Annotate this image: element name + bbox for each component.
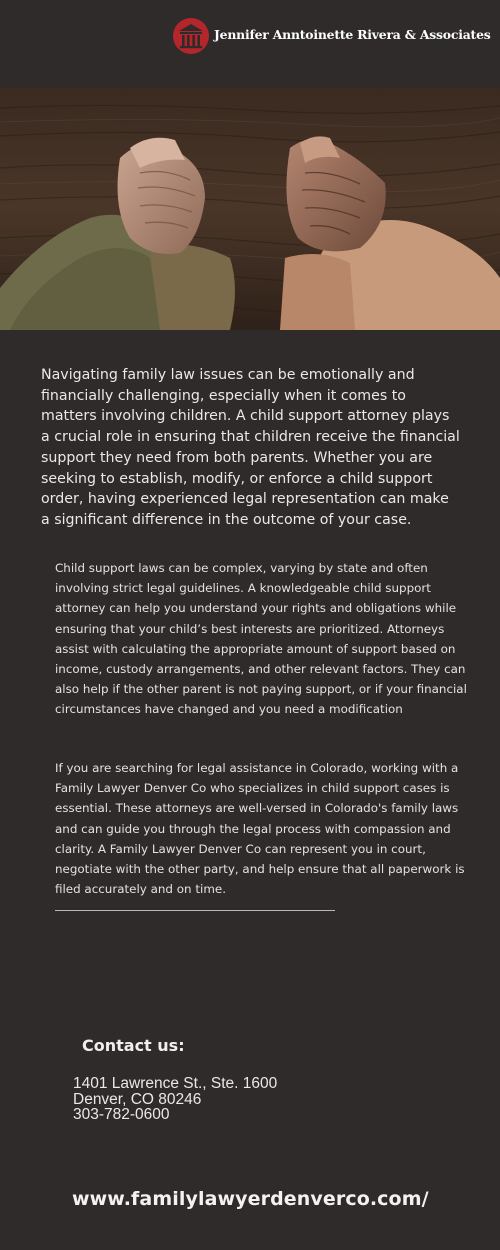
divider	[55, 910, 335, 911]
contact-heading: Contact us:	[82, 1036, 185, 1055]
header	[0, 0, 500, 88]
contact-address	[73, 1076, 277, 1123]
website-link[interactable]: www.familylawyerdenverco.com/	[72, 1188, 429, 1210]
hero-image-clasped-hands	[0, 88, 500, 330]
pillared-building-icon	[173, 18, 209, 54]
colorado-assistance-paragraph: If you are searching for legal assistance in Colorado, working with a Family Lawyer Denver Co who specializes in child support cases is essential. These attorneys are well-versed in Colorado's family laws and can guide you through the legal process with compassion and clarity. A Family Lawyer Denver Co can represent you in court, negotiate with the other party, and help ensure that all paperwork is filed accurately and on time.	[55, 761, 465, 897]
address-line-2: Denver, CO 80246	[73, 1090, 202, 1108]
firm-name: Jennifer Anntoinette Rivera & Associates	[214, 27, 491, 42]
intro-paragraph: Navigating family law issues can be emotionally and financially challenging, especially when it comes to matters involving children. A child support attorney plays a crucial role in ensuring that children receive the financial support they need from both parents. Whether you are seeking to establish, modify, or enforce a child support order, having experienced legal representation can make a significant difference in the outcome of your case.	[41, 367, 460, 528]
address-line-1: 1401 Lawrence St., Ste. 1600	[73, 1075, 278, 1092]
phone-number[interactable]: 303-782-0600	[73, 1106, 170, 1123]
child-support-laws-paragraph: Child support laws can be complex, varying by state and often involving strict legal guidelines. A knowledgeable child support attorney can help you understand your rights and obligations while ensuring that your child’s best interests are prioritized. Attorneys assist with calculating the appropriate amount of support based on income, custody arrangements, and other relevant factors. They can also help if the other parent is not paying support, or if your financial circumstances have changed and you need a modification	[55, 561, 467, 717]
